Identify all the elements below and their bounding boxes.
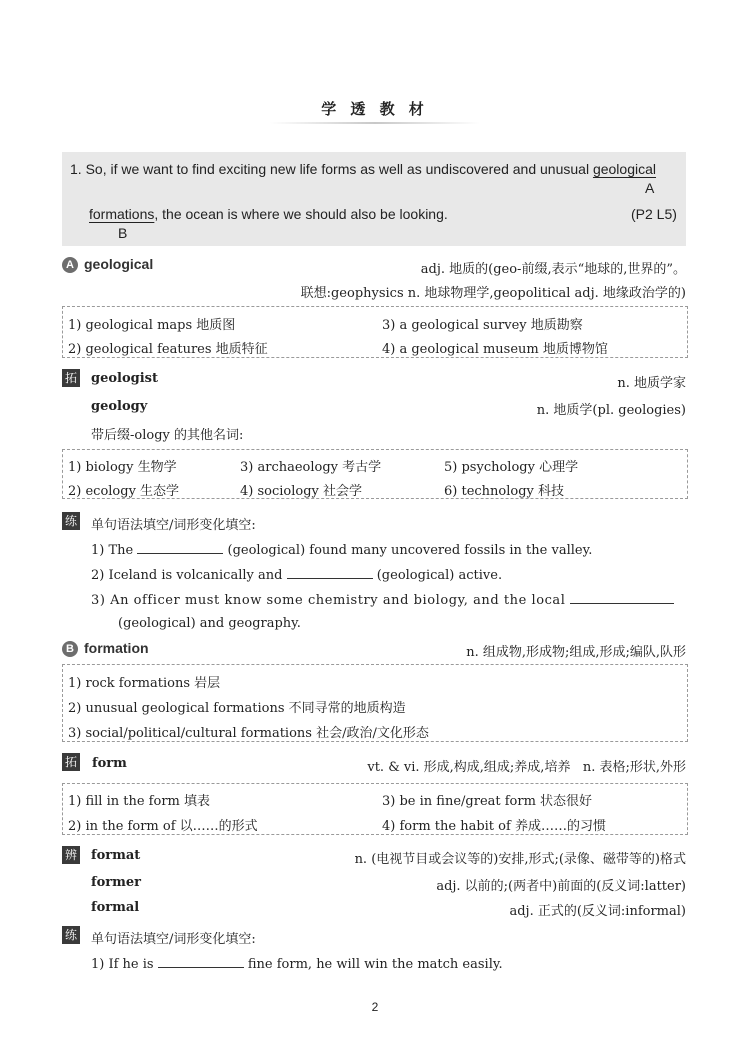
- definition-form: vt. & vi. 形成,构成,组成;养成,培养 n. 表格;形状,外形: [367, 760, 686, 775]
- practice-icon: 练: [62, 512, 80, 530]
- phrase-item: 1) fill in the form 填表: [68, 794, 210, 809]
- list-item: 2) ecology 生态学: [68, 484, 180, 499]
- practice-question-1: [91, 541, 592, 558]
- question-text: 2) Iceland is volcanically and: [91, 568, 283, 583]
- headword-former: former: [91, 875, 141, 890]
- sentence-reference: (P2 L5): [631, 206, 677, 222]
- definition-geology: n. 地质学(pl. geologies): [536, 403, 686, 418]
- question-text: 1) The: [91, 543, 134, 558]
- definition-format: n. (电视节目或会议等的)安排,形式;(录像、磁带等的)格式: [354, 852, 686, 867]
- practice-question-3-cont: (geological) and geography.: [118, 616, 301, 631]
- sentence-text-1: 1. So, if we want to find exciting new life forms as well as undiscovered and unusual: [70, 161, 590, 177]
- practice-question-2: [91, 566, 502, 583]
- list-item: 4) sociology 社会学: [240, 484, 363, 499]
- question-text: 3) An officer must know some chemistry and biology, and the local: [91, 593, 566, 608]
- section-header: 学 透 教 材: [321, 101, 429, 118]
- sentence-text-2: , the ocean is where we should also be looking.: [154, 206, 448, 222]
- practice-question-1: [91, 955, 503, 972]
- headword-form: form: [92, 756, 127, 771]
- phrase-item: 1) rock formations 岩层: [68, 676, 221, 691]
- sentence-line-1: [70, 161, 656, 177]
- phrase-item: 2) unusual geological formations 不同寻常的地质构造: [68, 701, 406, 716]
- practice-question-3: [91, 591, 674, 608]
- headword-geologist: geologist: [91, 371, 158, 386]
- association-note: 联想:geophysics n. 地球物理学,geopolitical adj. 地缘政治学的): [300, 286, 686, 301]
- page-number: 2: [371, 1000, 379, 1014]
- definition-formation: n. 组成物,形成物;组成,形成;编队,队形: [466, 645, 686, 660]
- answer-blank[interactable]: [570, 591, 674, 604]
- phrase-item: 3) be in fine/great form 状态很好: [382, 794, 593, 809]
- list-item: 6) technology 科技: [444, 484, 565, 499]
- label-b: B: [118, 225, 128, 241]
- answer-blank[interactable]: [158, 955, 244, 968]
- headword-formation: formation: [84, 640, 149, 656]
- badge-b-icon: B: [62, 641, 78, 657]
- phrase-item: 4) a geological museum 地质博物馆: [382, 342, 608, 357]
- phrase-item: 3) a geological survey 地质勘察: [382, 318, 583, 333]
- extension-icon: 拓: [62, 753, 80, 771]
- headword-geological: geological: [84, 256, 154, 272]
- phrase-item: 4) form the habit of 养成……的习惯: [382, 819, 606, 834]
- answer-blank[interactable]: [287, 566, 373, 579]
- question-text: fine form, he will win the match easily.: [247, 957, 503, 972]
- question-text: 1) If he is: [91, 957, 154, 972]
- distinguish-icon: 辨: [62, 846, 80, 864]
- definition-geological: adj. 地质的(geo-前缀,表示“地球的,世界的”。: [420, 262, 686, 277]
- definition-formal: adj. 正式的(反义词:informal): [509, 904, 686, 919]
- headword-geology: geology: [91, 399, 148, 414]
- target-word-b: formations: [89, 206, 155, 222]
- badge-a-icon: A: [62, 257, 78, 273]
- headword-formal: formal: [91, 900, 140, 915]
- list-item: 1) biology 生物学: [68, 460, 177, 475]
- target-word-a: geological: [592, 161, 657, 177]
- suffix-note: 带后缀-ology 的其他名词:: [91, 428, 244, 443]
- definition-former: adj. 以前的;(两者中)前面的(反义词:latter): [436, 879, 686, 894]
- headword-format: format: [91, 848, 141, 863]
- phrase-item: 2) in the form of 以……的形式: [68, 819, 258, 834]
- phrase-item: 1) geological maps 地质图: [68, 318, 236, 333]
- answer-blank[interactable]: [137, 541, 223, 554]
- phrase-item: 3) social/political/cultural formations 社会/政治/文化形态: [68, 726, 429, 741]
- question-text: (geological) active.: [376, 568, 503, 583]
- definition-geologist: n. 地质学家: [617, 376, 686, 391]
- list-item: 3) archaeology 考古学: [240, 460, 382, 475]
- list-item: 5) psychology 心理学: [444, 460, 579, 475]
- header-divider: [270, 122, 480, 124]
- practice-title: 单句语法填空/词形变化填空:: [91, 932, 256, 947]
- sentence-line-2: [89, 206, 448, 222]
- practice-title: 单句语法填空/词形变化填空:: [91, 518, 256, 533]
- practice-icon: 练: [62, 926, 80, 944]
- label-a: A: [645, 180, 655, 196]
- phrase-item: 2) geological features 地质特征: [68, 342, 268, 357]
- extension-icon: 拓: [62, 369, 80, 387]
- question-text: (geological) found many uncovered fossils in the valley.: [227, 543, 593, 558]
